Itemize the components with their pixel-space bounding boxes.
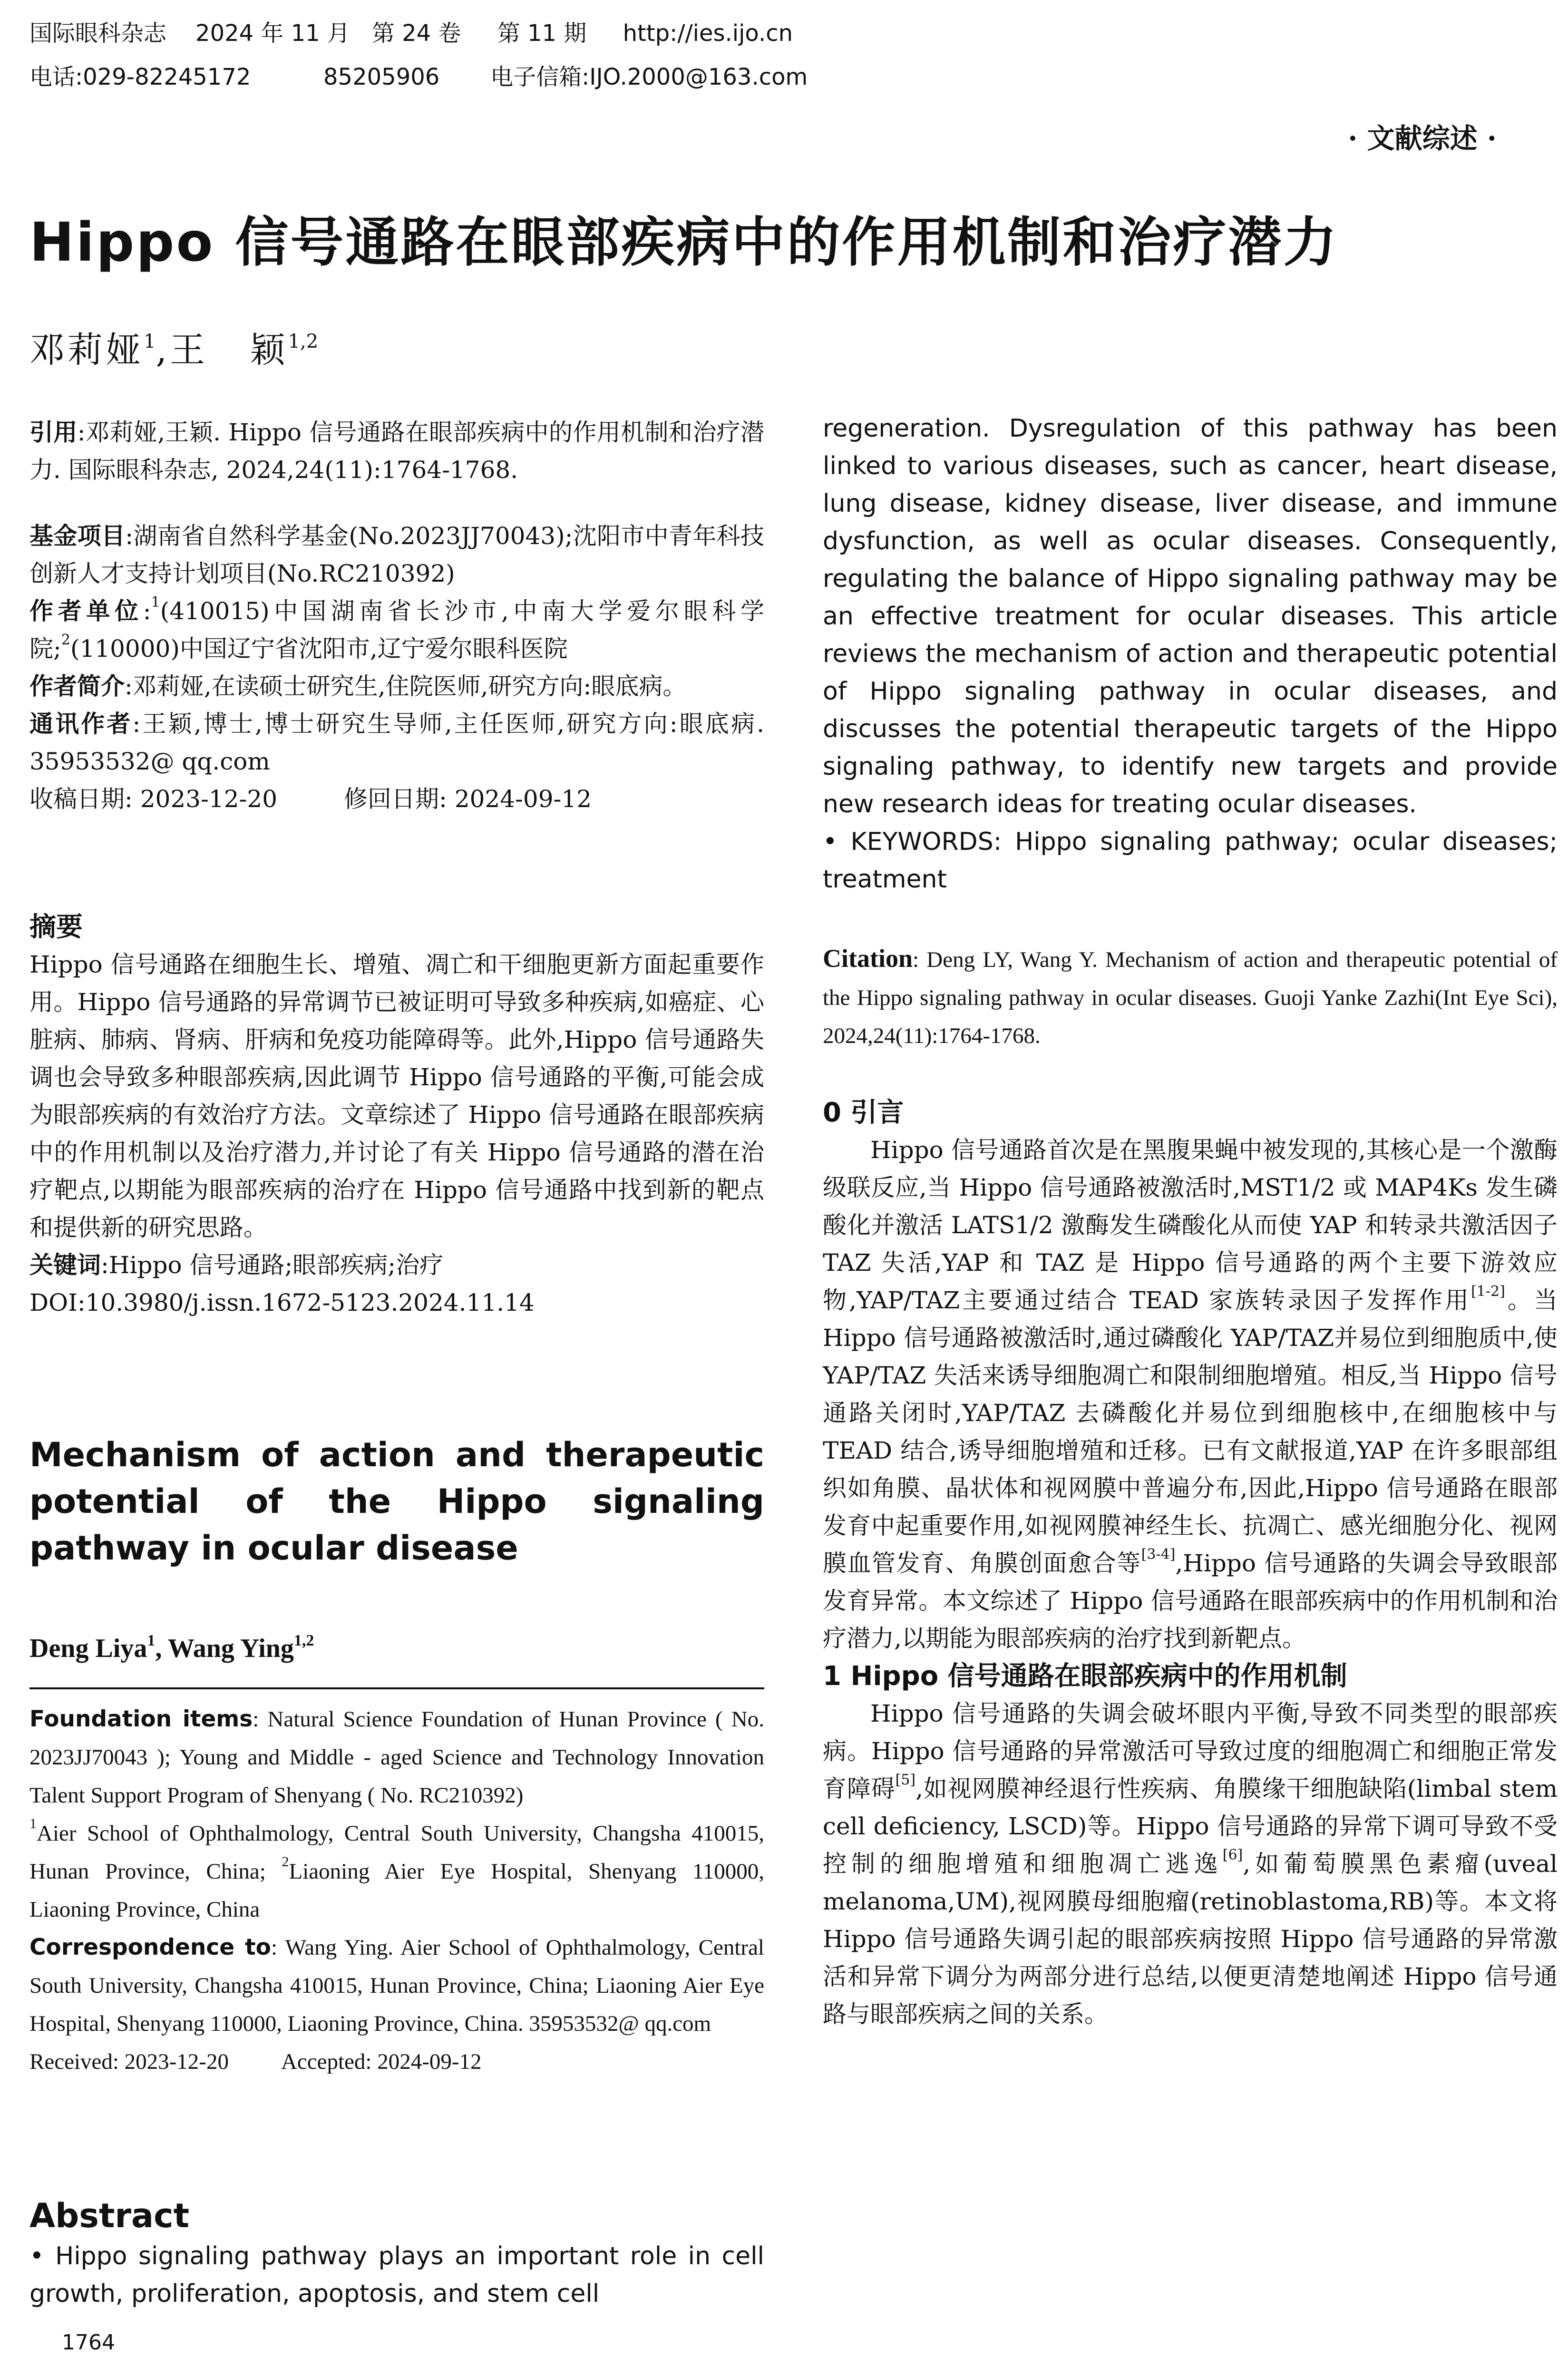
authors-en: [29, 1622, 764, 1668]
abstract-en-heading: Abstract: [29, 2196, 190, 2235]
unit-text-1: (410015)中国湖南省长沙市,中南大学爱尔眼科学院;: [29, 597, 764, 662]
aff-text-1: Aier School of Ophthalmology, Central South University, Changsha 410015, Hunan Province, China;: [29, 1821, 764, 1884]
article-title-en: Mechanism of action and therapeutic potential of the Hippo signaling pathway in ocular disease: [29, 1435, 764, 1568]
citation-cn: [29, 414, 764, 489]
foundation-en-label: Foundation items: [29, 1706, 253, 1732]
author-separator: ,: [156, 330, 170, 370]
keywords-cn-label: 关键词: [29, 1251, 101, 1279]
abstract-en-start-block: [29, 2197, 764, 2313]
intro-text-b: 。当 Hippo 信号通路被激活时,通过磷酸化 YAP/TAZ并易位到细胞质中,使 YAP/TAZ 失活来诱导细胞凋亡和限制细胞增殖。相反,当 Hippo 信号通路关闭时,YAP/TAZ 去磷酸化并易位到细胞核中,在细胞核中与 TEAD 结合,诱导细胞增殖和迁移。已有文献报道,YAP 在许多眼部组织如角膜、晶状体和视网膜中普遍分布,因此,Hippo 信号通路在眼部发育中起重要作用,如视网膜神经生长、抗凋亡、感光细胞分化、视网膜血管发育、角膜创面愈合等: [823, 1286, 1558, 1577]
author-1-en-sup: 1: [147, 1632, 156, 1649]
left-column-meta: [29, 414, 764, 818]
aff-text-2: Liaoning Aier Eye Hospital, Shenyang 110000, Liaoning Province, China: [29, 1859, 765, 1922]
authors-cn: [29, 318, 318, 374]
abstract-en-start: • Hippo signaling pathway plays an important role in cell growth, proliferation, apoptosis, and stem cell: [29, 2242, 764, 2308]
corr-en-text: : Wang Ying. Aier School of Ophthalmology, Central South University, Changsha 410015, Hunan Province, China; Liaoning Aier Eye Hospital, Shenyang 110000, Liaoning Province, China. 35953532@ qq.com: [29, 1935, 764, 2036]
citation-en-text: : Deng LY, Wang Y. Mechanism of action and therapeutic potential of the Hippo signaling pathway in ocular diseases. Guoji Yanke Zazhi(Int Eye Sci), 2024,24(11):1764-1768.: [823, 947, 1558, 1048]
author-bio-cn: [29, 668, 764, 705]
section-tag: · 文献综述 ·: [1348, 122, 1497, 155]
citation-en-label: Citation: [823, 944, 913, 973]
english-meta-block: [29, 1700, 764, 2081]
author-2-affil-sup: 1,2: [288, 331, 319, 352]
citation-en: [823, 939, 1558, 1055]
intro-heading: 0 引言: [823, 1097, 904, 1128]
intro-paragraph: [823, 1131, 1558, 1657]
corresponding-author-cn: [29, 705, 764, 780]
journal-header-line2: 电话:029-82245172 85205906 电子信箱:IJO.2000@163.com: [29, 64, 808, 90]
accepted-date-en: Accepted: 2024-09-12: [281, 2049, 482, 2074]
author-units-cn: 作者单位:$^1$(410015)中国湖南省长沙市,中南大学爱尔眼科学院;$^2$(110000)中国辽宁省沈阳市,辽宁爱尔眼科医院: [29, 594, 764, 662]
keywords-en: • KEYWORDS: Hippo signaling pathway; ocular diseases; treatment: [823, 828, 1558, 894]
foundation-cn: [29, 517, 764, 593]
citation-cn-text: :邓莉娅,王颖. Hippo 信号通路在眼部疾病中的作用机制和治疗潜力. 国际眼科杂志, 2024,24(11):1764-1768.: [29, 419, 764, 484]
bio-cn-text: :邓莉娅,在读硕士研究生,住院医师,研究方向:眼底病。: [125, 672, 687, 700]
aff-sup-1: 1: [29, 1816, 37, 1831]
keywords-cn-text: :Hippo 信号通路;眼部疾病;治疗: [101, 1251, 444, 1279]
foundation-en: [29, 1700, 764, 1814]
aff-sup-2: 2: [282, 1854, 289, 1870]
unit-sup-2: 2: [61, 632, 70, 648]
correspondence-en: [29, 1929, 764, 2043]
author-2-en: Wang Ying: [167, 1634, 294, 1663]
sec1-ref-2: [6]: [1222, 1847, 1243, 1863]
page-number: 1764: [62, 2330, 115, 2355]
sec1-text-b: ,如视网膜神经退行性疾病、角膜缘干细胞缺陷(limbal stem cell deficiency, LSCD)等。Hippo 信号通路的异常下调可导致不受控制的细胞增殖和细胞凋亡逃逸: [823, 1775, 1558, 1878]
affiliations-en: [29, 1814, 764, 1929]
section-1-paragraph: [823, 1695, 1558, 2033]
section-1-heading: 1 Hippo 信号通路在眼部疾病中的作用机制: [823, 1661, 1347, 1692]
foundation-cn-label: 基金项目: [29, 522, 126, 550]
sec1-text-a: Hippo 信号通路的失调会破坏眼内平衡,导致不同类型的眼部疾病。Hippo 信号通路的异常激活可导致过度的细胞凋亡和细胞正常发育障碍: [823, 1700, 1558, 1802]
author-2-cn: 王 颖: [169, 330, 288, 370]
article-title-cn: Hippo 信号通路在眼部疾病中的作用机制和治疗潜力: [29, 212, 1339, 273]
unit-text-2: (110000)中国辽宁省沈阳市,辽宁爱尔眼科医院: [70, 635, 568, 662]
received-date-en: Received: 2023-12-20: [29, 2049, 229, 2074]
intro-text-c: ,Hippo 信号通路的失调会导致眼部发育异常。本文综述了 Hippo 信号通路在眼部疾病中的作用机制和治疗潜力,以期能为眼部疾病的治疗找到新靶点。: [823, 1549, 1558, 1652]
revised-date-cn: 修回日期: 2024-09-12: [344, 785, 592, 813]
intro-text-a: Hippo 信号通路首次是在黑腹果蝇中被发现的,其核心是一个激酶级联反应,当 Hippo 信号通路被激活时,MST1/2 或 MAP4Ks 发生磷酸化并激活 LATS1/2 激酶发生磷酸化从而使 YAP 和转录共激活因子 TAZ 失活,YAP 和 TAZ 是 Hippo 信号通路的两个主要下游效应物,YAP/TAZ主要通过结合 TEAD 家族转录因子发挥作用: [823, 1136, 1558, 1314]
abstract-cn-text: Hippo 信号通路在细胞生长、增殖、凋亡和干细胞更新方面起重要作用。Hippo 信号通路的异常调节已被证明可导致多种疾病,如癌症、心脏病、肺病、肾病、肝病和免疫功能障碍等。此外,Hippo 信号通路失调也会导致多种眼部疾病,因此调节 Hippo 信号通路的平衡,可能会成为眼部疾病的有效治疗方法。文章综述了 Hippo 信号通路在眼部疾病中的作用机制以及治疗潜力,并讨论了有关 Hippo 信号通路的潜在治疗靶点,以期能为眼部疾病的治疗在 Hippo 信号通路中找到新的靶点和提供新的研究思路。: [29, 951, 764, 1241]
dates-cn: [29, 780, 764, 818]
abstract-cn-heading: 摘要: [29, 912, 83, 943]
intro-ref-2: [3-4]: [1141, 1546, 1176, 1563]
abstract-cn-block: [29, 908, 764, 1322]
introduction-section: [823, 1094, 1558, 2033]
units-cn-label: 作者单位: [29, 597, 143, 625]
corr-cn-text: :王颖,博士,博士研究生导师,主任医师,研究方向:眼底病. 35953532@ qq.com: [29, 710, 764, 775]
divider-rule: [29, 1687, 764, 1689]
sec1-ref-1: [5]: [895, 1772, 916, 1788]
bio-cn-label: 作者简介: [29, 672, 125, 700]
author-1-affil-sup: 1: [144, 331, 156, 352]
author-1-cn: 邓莉娅: [29, 330, 144, 370]
keywords-cn: [29, 1247, 764, 1284]
doi: DOI:10.3980/j.issn.1672-5123.2024.11.14: [29, 1289, 535, 1316]
dates-en: [29, 2043, 764, 2081]
citation-en-block: [823, 939, 1558, 1055]
abstract-en-cont: regeneration. Dysregulation of this pathway has been linked to various diseases, such as cancer, heart disease, lung disease, kidney disease, liver disease, and immune dysfunction, as well as ocular diseases. Consequently, regulating the balance of Hippo signaling pathway may be an effective treatment for ocular diseases. This article reviews the mechanism of action and therapeutic potential of Hippo signaling pathway in ocular diseases, and discusses the potential therapeutic targets of the Hippo signaling pathway, to identify new targets and provide new research ideas for treating ocular diseases.: [823, 414, 1558, 818]
citation-cn-label: 引用: [29, 419, 78, 446]
received-date-cn: 收稿日期: 2023-12-20: [29, 785, 278, 813]
corr-cn-label: 通讯作者: [29, 710, 133, 738]
author-en-separator: ,: [155, 1634, 162, 1663]
corr-en-label: Correspondence to: [29, 1934, 271, 1960]
journal-header-line1: 国际眼科杂志 2024 年 11 月 第 24 卷 第 11 期 http://ies.ijo.cn: [29, 20, 793, 47]
intro-ref-1: [1-2]: [1471, 1283, 1505, 1300]
unit-sup-1: 1: [151, 594, 160, 611]
foundation-en-text: : Natural Science Foundation of Hunan Province ( No. 2023JJ70043 ); Young and Middle - aged Science and Technology Innovation Talent Support Program of Shenyang ( No. RC210392): [29, 1707, 764, 1808]
abstract-en-continuation: [823, 410, 1558, 898]
sec1-text-c: ,如葡萄膜黑色素瘤(uveal melanoma,UM),视网膜母细胞瘤(retinoblastoma,RB)等。本文将 Hippo 信号通路失调引起的眼部疾病按照 Hippo 信号通路的异常激活和异常下调分为两部分进行总结,以便更清楚地阐述 Hippo 信号通路与眼部疾病之间的关系。: [823, 1850, 1558, 2028]
author-1-en: Deng Liya: [29, 1634, 147, 1663]
foundation-cn-text: :湖南省自然科学基金(No.2023JJ70043);沈阳市中青年科技创新人才支持计划项目(No.RC210392): [29, 522, 764, 587]
author-2-en-sup: 1,2: [293, 1632, 314, 1649]
